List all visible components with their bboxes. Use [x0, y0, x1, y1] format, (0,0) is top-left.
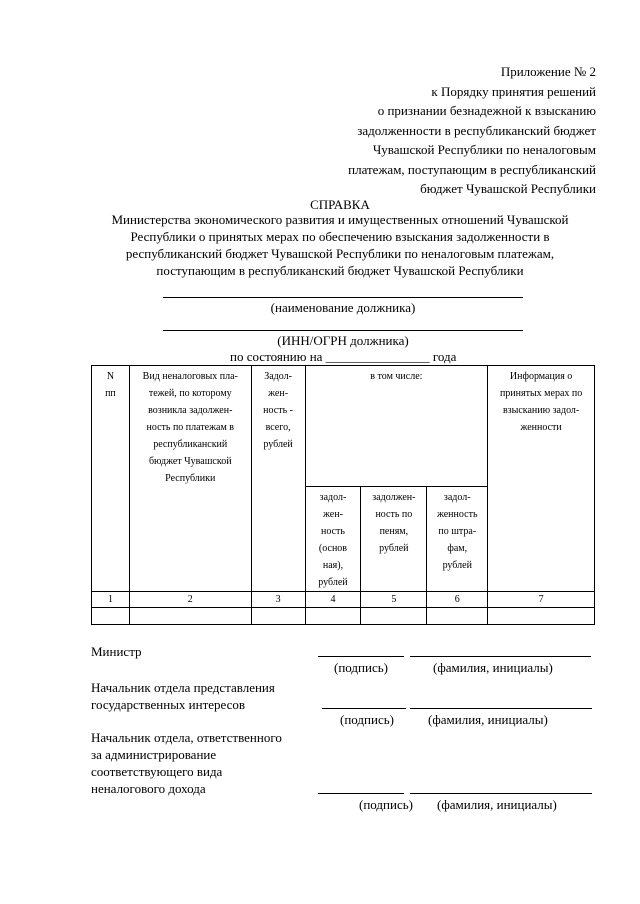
document-heading — [80, 211, 600, 279]
header-col-payment-type: Вид неналоговых пла- тежей, по которому возникла задолжен- ность по платежам в республиканский бюджет Чувашской Республики — [129, 366, 251, 592]
debtor-inn-caption: (ИНН/ОГРН должника) — [277, 333, 409, 348]
table-cell — [129, 608, 251, 625]
signature-caption: (подпись) — [334, 660, 388, 675]
column-number-cell: 1 — [92, 592, 130, 608]
table-cell — [305, 608, 361, 625]
as-of-date-blank: ________________ — [325, 349, 430, 364]
signatory-administration-head-label: Начальник отдела, ответственного за администрирование соответствующего вида неналогового дохода — [91, 730, 282, 796]
name-caption: (фамилия, инициалы) — [433, 660, 553, 675]
column-number-cell: 7 — [488, 592, 595, 608]
header-col-number: N пп — [92, 366, 130, 592]
table-cell — [361, 608, 427, 625]
header-col-measures-info: Информация о принятых мерах по взысканию задол- женности — [488, 366, 595, 592]
heading-line: Республики о принятых мерах по обеспечению взыскания задолженности в — [130, 229, 550, 244]
signature-caption: (подпись) — [340, 712, 394, 727]
appendix-line: Чувашской Республики по неналоговым — [372, 142, 596, 157]
signatory-representation-head-label: Начальник отдела представления государственных интересов — [91, 680, 275, 712]
table-cell — [92, 608, 130, 625]
table-cell — [251, 608, 305, 625]
table-cell — [488, 608, 595, 625]
name-line — [410, 793, 592, 794]
heading-line: Министерства экономического развития и имущественных отношений Чувашской — [111, 212, 569, 227]
name-caption: (фамилия, инициалы) — [437, 797, 557, 812]
as-of-prefix: по состоянию на — [230, 349, 323, 364]
header-col-total-debt: Задол- жен- ность - всего, рублей — [251, 366, 305, 592]
appendix-line: о признании безнадежной к взысканию — [377, 103, 596, 118]
as-of-suffix: года — [432, 349, 457, 364]
table-cell — [427, 608, 488, 625]
name-line — [410, 656, 591, 657]
table-row — [92, 608, 595, 625]
appendix-line: задолженности в республиканский бюджет — [357, 122, 596, 138]
signatory-minister-label: Министр — [91, 644, 142, 659]
appendix-block — [348, 62, 596, 199]
signature-caption: (подпись) — [359, 797, 413, 812]
debtor-name-line — [163, 297, 523, 298]
document-title: СПРАВКА — [310, 197, 370, 212]
appendix-line: к Порядку принятия решений — [431, 83, 596, 99]
heading-line: поступающим в республиканский бюджет Чувашской Республики — [156, 263, 524, 278]
column-number-cell: 5 — [361, 592, 427, 608]
debtor-inn-line — [163, 330, 523, 331]
header-sub-fines-debt: задол- женность по штра- фам, рублей — [427, 487, 488, 592]
name-caption: (фамилия, инициалы) — [428, 712, 548, 727]
heading-line: республиканский бюджет Чувашской Республики по неналоговым платежам, — [125, 246, 555, 261]
signature-line — [318, 793, 404, 794]
appendix-line: платежам, поступающим в республиканский — [348, 161, 596, 177]
column-number-cell: 4 — [305, 592, 361, 608]
signature-line — [322, 708, 406, 709]
column-number-cell: 2 — [129, 592, 251, 608]
appendix-line: бюджет Чувашской Республики — [420, 181, 596, 196]
debtor-name-caption: (наименование должника) — [270, 300, 416, 315]
header-sub-penalties-debt: задолжен- ность по пеням, рублей — [361, 487, 427, 592]
signature-line — [318, 656, 404, 657]
column-number-cell: 3 — [251, 592, 305, 608]
report-table — [91, 365, 595, 625]
name-line — [410, 708, 592, 709]
appendix-line: Приложение № 2 — [500, 64, 596, 79]
column-number-cell: 6 — [427, 592, 488, 608]
as-of-date — [230, 349, 456, 365]
header-including: в том числе: — [305, 366, 488, 487]
header-sub-principal-debt: задол- жен- ность (основ ная), рублей — [305, 487, 361, 592]
